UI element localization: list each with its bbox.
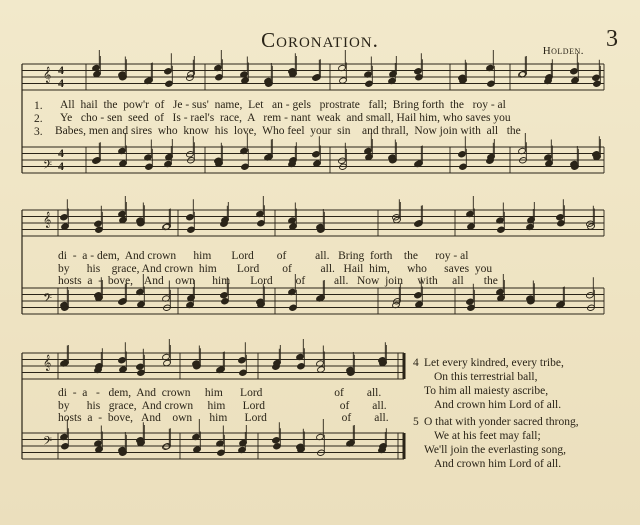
svg-text:4: 4 xyxy=(58,63,64,77)
lyric-line: by his grace, And crown him Lord of all. Hail him, who saves you xyxy=(58,263,493,275)
bass-clef-icon: 𝄢 xyxy=(43,435,53,451)
stanza-number: 4 xyxy=(413,357,419,369)
bass-clef-icon: 𝄢 xyxy=(43,159,53,175)
hymn-title: Coronation. xyxy=(261,28,379,52)
verse-number: 3. xyxy=(34,126,43,138)
lyric-line: Ye cho - sen seed of Is - rael's race, A rem - nant weak and small, Hail him, who saves you xyxy=(60,112,511,124)
treble-clef-icon: 𝄞 xyxy=(43,212,52,228)
verse-number: 2. xyxy=(34,113,43,125)
stanza-number: 5 xyxy=(413,416,419,428)
page-number: 3 xyxy=(606,26,618,52)
bass-clef-icon: 𝄢 xyxy=(43,292,53,308)
lyric-line: by his grace, And crown him Lord of all. xyxy=(58,400,387,412)
lyric-line: Babes, men and sires who know his love, Who feel your sin and thrall, Now join with all the xyxy=(55,125,521,137)
stanza-4-text: Let every kindred, every tribe, On this terrestrial ball, To him all maiesty ascribe, And crown him Lord of all. xyxy=(424,357,564,411)
treble-clef-icon: 𝄞 xyxy=(43,355,52,371)
composer-name: Holden. xyxy=(542,45,584,57)
svg-text:4: 4 xyxy=(58,76,64,90)
lyric-line: di - a - dem, And crown him Lord of all. xyxy=(58,387,382,399)
lyric-line: di - a - dem, And crown him Lord of all. Bring forth the roy - al xyxy=(58,250,469,262)
stanza-5-text: O that with yonder sacred throng, We at his feet may fall; We'll join the everlasting song, And crown him Lord of all. xyxy=(424,416,579,470)
svg-text:4: 4 xyxy=(58,146,64,160)
lyric-line: hosts a - bove, And own him Lord of all. xyxy=(58,412,389,424)
lyric-line: All hail the pow'r of Je - sus' name, Let an - gels prostrate fall; Bring forth the roy - al xyxy=(60,99,506,111)
lyric-line: hosts a - bove, And own him Lord of all. Now join with all the xyxy=(58,275,498,287)
svg-text:4: 4 xyxy=(58,159,64,173)
verse-number: 1. xyxy=(34,100,43,112)
treble-clef-icon: 𝄞 xyxy=(43,67,52,83)
